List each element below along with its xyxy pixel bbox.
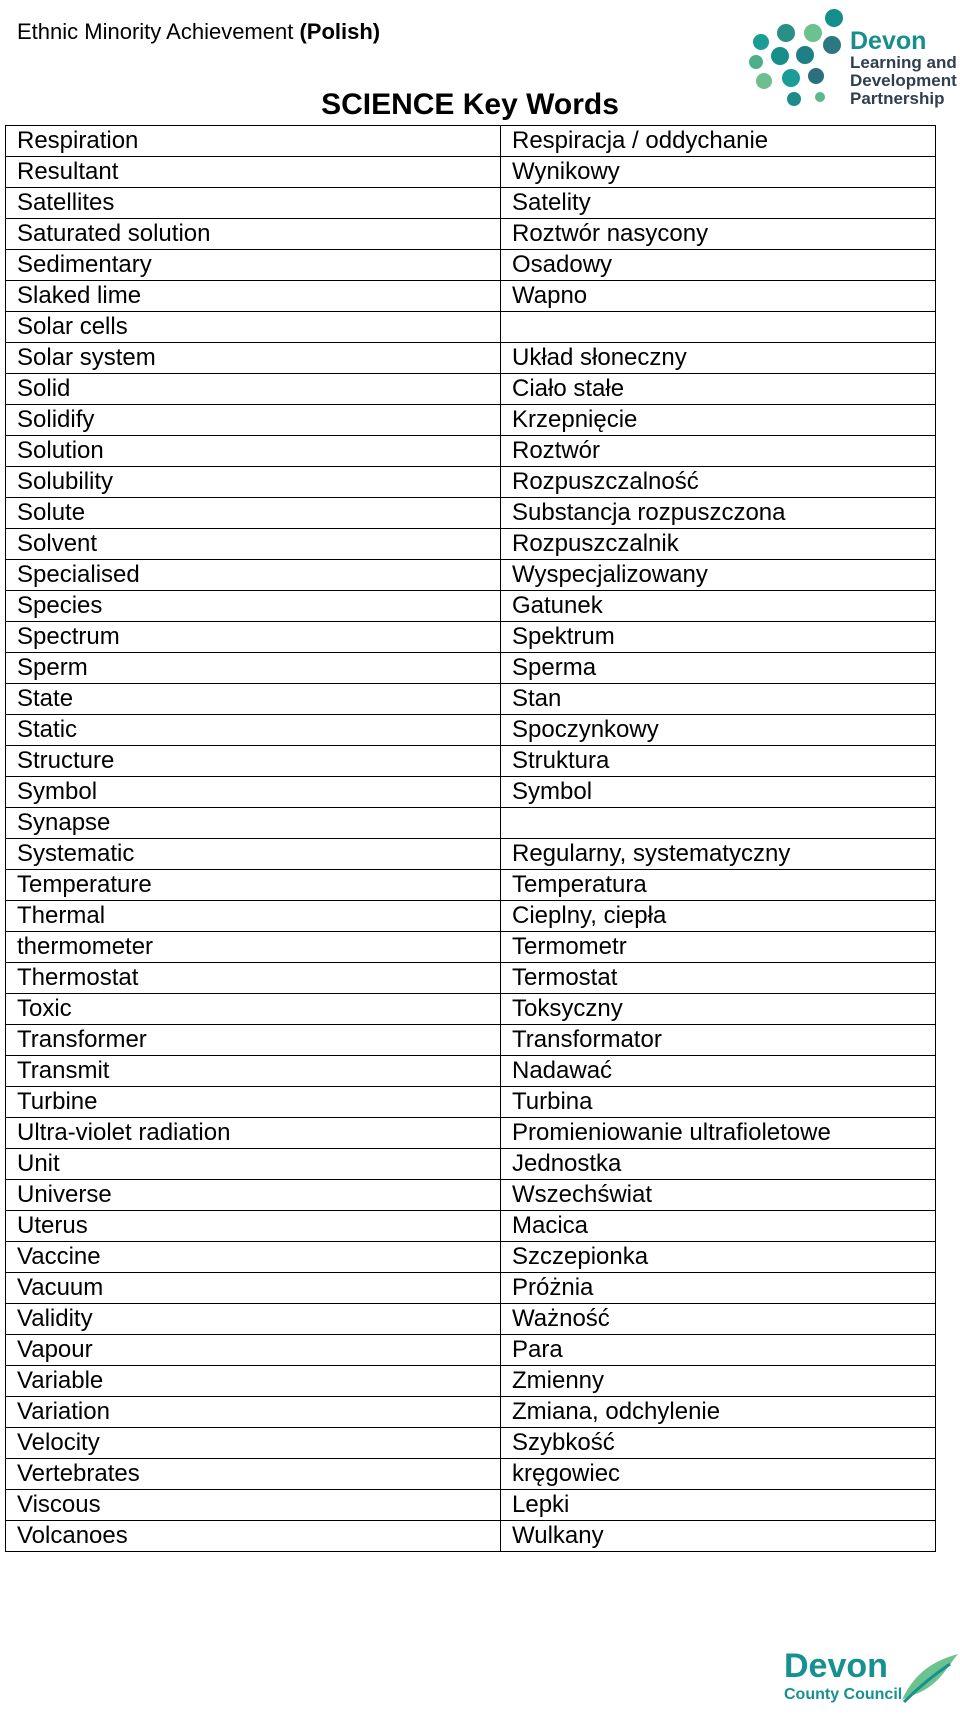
english-term: Temperature xyxy=(6,870,501,901)
polish-translation: Promieniowanie ultrafioletowe xyxy=(501,1118,936,1149)
table-row xyxy=(6,188,936,219)
table-row xyxy=(6,653,936,684)
logo-word-partnership: Partnership xyxy=(850,89,945,108)
table-row xyxy=(6,870,936,901)
table-row xyxy=(6,1428,936,1459)
table-row xyxy=(6,1180,936,1211)
english-term: Systematic xyxy=(6,839,501,870)
english-term: Respiration xyxy=(6,126,501,157)
table-row xyxy=(6,312,936,343)
polish-translation: Termometr xyxy=(501,932,936,963)
table-row xyxy=(6,1056,936,1087)
english-term: Solar system xyxy=(6,343,501,374)
english-term: Solution xyxy=(6,436,501,467)
english-term: Velocity xyxy=(6,1428,501,1459)
table-row xyxy=(6,1490,936,1521)
table-row xyxy=(6,529,936,560)
table-row xyxy=(6,1366,936,1397)
english-term: Solar cells xyxy=(6,312,501,343)
polish-translation: Szczepionka xyxy=(501,1242,936,1273)
polish-translation: Roztwór nasycony xyxy=(501,219,936,250)
english-term: Uterus xyxy=(6,1211,501,1242)
logo-word-development: Development xyxy=(850,71,957,90)
english-term: thermometer xyxy=(6,932,501,963)
english-term: Slaked lime xyxy=(6,281,501,312)
polish-translation: Temperatura xyxy=(501,870,936,901)
english-term: Saturated solution xyxy=(6,219,501,250)
table-row xyxy=(6,560,936,591)
english-term: Static xyxy=(6,715,501,746)
logo-word-learning: Learning and xyxy=(850,53,957,72)
polish-translation: Spektrum xyxy=(501,622,936,653)
english-term: Vacuum xyxy=(6,1273,501,1304)
table-row xyxy=(6,343,936,374)
polish-translation: Lepki xyxy=(501,1490,936,1521)
logo-word-devon: Devon xyxy=(850,27,927,55)
table-row xyxy=(6,1211,936,1242)
polish-translation: Satelity xyxy=(501,188,936,219)
polish-translation: Wynikowy xyxy=(501,157,936,188)
polish-translation: Krzepnięcie xyxy=(501,405,936,436)
english-term: Solvent xyxy=(6,529,501,560)
polish-translation: Para xyxy=(501,1335,936,1366)
leaf-icon xyxy=(898,1648,960,1704)
polish-translation: Roztwór xyxy=(501,436,936,467)
keywords-table-body xyxy=(6,126,936,1552)
english-term: Validity xyxy=(6,1304,501,1335)
polish-translation: Sperma xyxy=(501,653,936,684)
english-term: Solubility xyxy=(6,467,501,498)
english-term: Turbine xyxy=(6,1087,501,1118)
polish-translation: Gatunek xyxy=(501,591,936,622)
table-row xyxy=(6,994,936,1025)
table-row xyxy=(6,591,936,622)
english-term: Ultra-violet radiation xyxy=(6,1118,501,1149)
table-row xyxy=(6,808,936,839)
polish-translation: Wszechświat xyxy=(501,1180,936,1211)
english-term: Satellites xyxy=(6,188,501,219)
polish-translation xyxy=(501,312,936,343)
footer-logo-subtitle: County Council xyxy=(784,1686,903,1703)
table-row xyxy=(6,901,936,932)
polish-translation: Szybkość xyxy=(501,1428,936,1459)
polish-translation: Transformator xyxy=(501,1025,936,1056)
polish-translation: Próżnia xyxy=(501,1273,936,1304)
polish-translation: Symbol xyxy=(501,777,936,808)
polish-translation: Zmiana, odchylenie xyxy=(501,1397,936,1428)
table-row xyxy=(6,250,936,281)
table-row xyxy=(6,777,936,808)
polish-translation: kręgowiec xyxy=(501,1459,936,1490)
table-row xyxy=(6,1025,936,1056)
polish-translation: Zmienny xyxy=(501,1366,936,1397)
devon-county-council-logo xyxy=(784,1648,960,1708)
polish-translation: Układ słoneczny xyxy=(501,343,936,374)
english-term: Universe xyxy=(6,1180,501,1211)
table-row xyxy=(6,1273,936,1304)
table-row xyxy=(6,1242,936,1273)
polish-translation: Rozpuszczalnik xyxy=(501,529,936,560)
polish-translation: Respiracja / oddychanie xyxy=(501,126,936,157)
table-row xyxy=(6,219,936,250)
polish-translation: Wyspecjalizowany xyxy=(501,560,936,591)
header-org-text: Ethnic Minority Achievement xyxy=(17,19,294,44)
polish-translation: Jednostka xyxy=(501,1149,936,1180)
english-term: Solid xyxy=(6,374,501,405)
header-language: (Polish) xyxy=(299,19,381,44)
english-term: Toxic xyxy=(6,994,501,1025)
polish-translation: Nadawać xyxy=(501,1056,936,1087)
english-term: Volcanoes xyxy=(6,1521,501,1552)
table-row xyxy=(6,405,936,436)
polish-translation: Macica xyxy=(501,1211,936,1242)
polish-translation: Rozpuszczalność xyxy=(501,467,936,498)
polish-translation xyxy=(501,808,936,839)
english-term: Thermostat xyxy=(6,963,501,994)
table-row xyxy=(6,963,936,994)
table-row xyxy=(6,157,936,188)
polish-translation: Substancja rozpuszczona xyxy=(501,498,936,529)
polish-translation: Cieplny, ciepła xyxy=(501,901,936,932)
english-term: Symbol xyxy=(6,777,501,808)
english-term: Structure xyxy=(6,746,501,777)
english-term: Sedimentary xyxy=(6,250,501,281)
polish-translation: Struktura xyxy=(501,746,936,777)
table-row xyxy=(6,1087,936,1118)
table-row xyxy=(6,839,936,870)
english-term: Thermal xyxy=(6,901,501,932)
table-row xyxy=(6,281,936,312)
table-row xyxy=(6,436,936,467)
table-row xyxy=(6,1304,936,1335)
table-row xyxy=(6,1335,936,1366)
table-row xyxy=(6,684,936,715)
document-header xyxy=(17,19,380,45)
table-row xyxy=(6,467,936,498)
polish-translation: Turbina xyxy=(501,1087,936,1118)
english-term: Variation xyxy=(6,1397,501,1428)
polish-translation: Spoczynkowy xyxy=(501,715,936,746)
polish-translation: Osadowy xyxy=(501,250,936,281)
footer-logo-name: Devon xyxy=(784,1647,888,1685)
english-term: Viscous xyxy=(6,1490,501,1521)
english-term: Spectrum xyxy=(6,622,501,653)
table-row xyxy=(6,1521,936,1552)
english-term: Transmit xyxy=(6,1056,501,1087)
table-row xyxy=(6,932,936,963)
table-row xyxy=(6,746,936,777)
english-term: Species xyxy=(6,591,501,622)
polish-translation: Wulkany xyxy=(501,1521,936,1552)
english-term: Transformer xyxy=(6,1025,501,1056)
table-row xyxy=(6,715,936,746)
english-term: Vaccine xyxy=(6,1242,501,1273)
table-row xyxy=(6,622,936,653)
english-term: Synapse xyxy=(6,808,501,839)
english-term: Vapour xyxy=(6,1335,501,1366)
table-row xyxy=(6,126,936,157)
polish-translation: Wapno xyxy=(501,281,936,312)
table-row xyxy=(6,1459,936,1490)
english-term: Unit xyxy=(6,1149,501,1180)
polish-translation: Termostat xyxy=(501,963,936,994)
polish-translation: Toksyczny xyxy=(501,994,936,1025)
english-term: Vertebrates xyxy=(6,1459,501,1490)
polish-translation: Stan xyxy=(501,684,936,715)
table-row xyxy=(6,374,936,405)
page-title: SCIENCE Key Words xyxy=(321,88,619,121)
english-term: Specialised xyxy=(6,560,501,591)
table-row xyxy=(6,1118,936,1149)
english-term: Solidify xyxy=(6,405,501,436)
table-row xyxy=(6,498,936,529)
english-term: Resultant xyxy=(6,157,501,188)
polish-translation: Ciało stałe xyxy=(501,374,936,405)
table-row xyxy=(6,1397,936,1428)
polish-translation: Ważność xyxy=(501,1304,936,1335)
table-row xyxy=(6,1149,936,1180)
english-term: Sperm xyxy=(6,653,501,684)
polish-translation: Regularny, systematyczny xyxy=(501,839,936,870)
english-term: Solute xyxy=(6,498,501,529)
english-term: Variable xyxy=(6,1366,501,1397)
keywords-table xyxy=(5,125,936,1552)
english-term: State xyxy=(6,684,501,715)
